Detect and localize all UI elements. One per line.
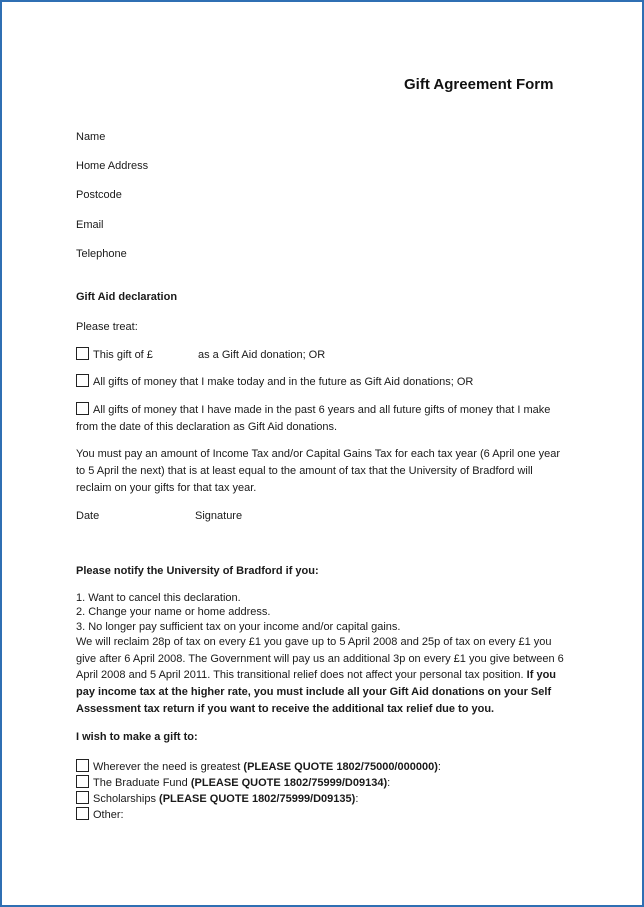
reclaim-line3	[76, 667, 556, 683]
gift-to-label: Scholarships	[93, 793, 156, 805]
name-field-label: Name	[76, 131, 106, 143]
gift-to-checkbox[interactable]	[76, 759, 89, 772]
gift-to-label: Other:	[93, 809, 124, 821]
gift-aid-future-checkbox[interactable]	[76, 374, 89, 387]
reclaim-line3-bold: If you	[526, 669, 557, 681]
gift-to-code: (PLEASE QUOTE 1802/75000/000000)	[243, 761, 438, 773]
postcode-field-label: Postcode	[76, 189, 122, 201]
reclaim-line5: Assessment tax return if you want to receive the additional tax relief due to you.	[76, 703, 495, 715]
gift-aid-option-single	[76, 347, 153, 363]
gift-to-code: (PLEASE QUOTE 1802/75999/D09135)	[159, 793, 356, 805]
gift-aid-past-label-line2: from the date of this declaration as Gift Aid donations.	[76, 421, 338, 433]
reclaim-line2: give after 6 April 2008. The Government will pay us an additional 3p on every £1 you give between 6	[76, 653, 564, 665]
gift-aid-single-checkbox[interactable]	[76, 347, 89, 360]
please-treat-label: Please treat:	[76, 321, 138, 333]
notify-heading: Please notify the University of Bradford if you:	[76, 565, 319, 577]
page-title: Gift Agreement Form	[404, 76, 554, 93]
notify-item: 3. No longer pay sufficient tax on your income and/or capital gains.	[76, 621, 401, 633]
gift-to-label: Wherever the need is greatest	[93, 761, 241, 773]
tax-notice-line1: You must pay an amount of Income Tax and/or Capital Gains Tax for each tax year (6 April one year	[76, 448, 561, 460]
notify-item: 2. Change your name or home address.	[76, 606, 271, 618]
gift-to-suffix: :	[355, 793, 359, 805]
gift-aid-heading: Gift Aid declaration	[76, 291, 178, 303]
home-address-field-label: Home Address	[76, 160, 149, 172]
gift-to-heading: I wish to make a gift to:	[76, 731, 198, 743]
gift-to-option	[76, 759, 441, 775]
gift-aid-future-label: All gifts of money that I make today and in the future as Gift Aid donations; OR	[93, 376, 474, 388]
notify-item: 1. Want to cancel this declaration.	[76, 592, 241, 604]
gift-aid-single-label-a: This gift of £	[93, 349, 153, 361]
gift-aid-single-label-b: as a Gift Aid donation; OR	[198, 349, 326, 361]
telephone-field-label: Telephone	[76, 248, 127, 260]
gift-to-checkbox[interactable]	[76, 807, 89, 820]
gift-to-checkbox[interactable]	[76, 775, 89, 788]
gift-to-option	[76, 791, 358, 807]
gift-aid-option-future	[76, 374, 473, 390]
reclaim-line3-text: April 2008 and 5 April 2011. This transitional relief does not affect your personal tax position.	[76, 669, 524, 681]
gift-aid-past-label-line1: All gifts of money that I have made in the past 6 years and all future gifts of money that I make	[93, 404, 551, 416]
gift-to-code: (PLEASE QUOTE 1802/75999/D09134)	[190, 777, 388, 789]
tax-notice-line2: to 5 April the next) that is at least equal to the amount of tax that the University of Bradford will	[76, 465, 533, 477]
reclaim-line1: We will reclaim 28p of tax on every £1 you gave up to 5 April 2008 and 25p of tax on every £1 you	[76, 636, 552, 648]
gift-to-checkbox[interactable]	[76, 791, 89, 804]
reclaim-line4: pay income tax at the higher rate, you must include all your Gift Aid donations on your Self	[76, 686, 552, 698]
gift-to-suffix: :	[387, 777, 391, 789]
signature-label: Signature	[195, 510, 243, 522]
gift-to-label: The Braduate Fund	[93, 777, 188, 789]
gift-to-option	[76, 807, 124, 823]
gift-aid-option-past	[76, 402, 550, 418]
email-field-label: Email	[76, 219, 104, 231]
tax-notice-line3: reclaim on your gifts for that tax year.	[76, 482, 257, 494]
gift-aid-past-checkbox[interactable]	[76, 402, 89, 415]
date-label: Date	[76, 510, 100, 522]
gift-to-option	[76, 775, 390, 791]
gift-to-suffix: :	[437, 761, 441, 773]
